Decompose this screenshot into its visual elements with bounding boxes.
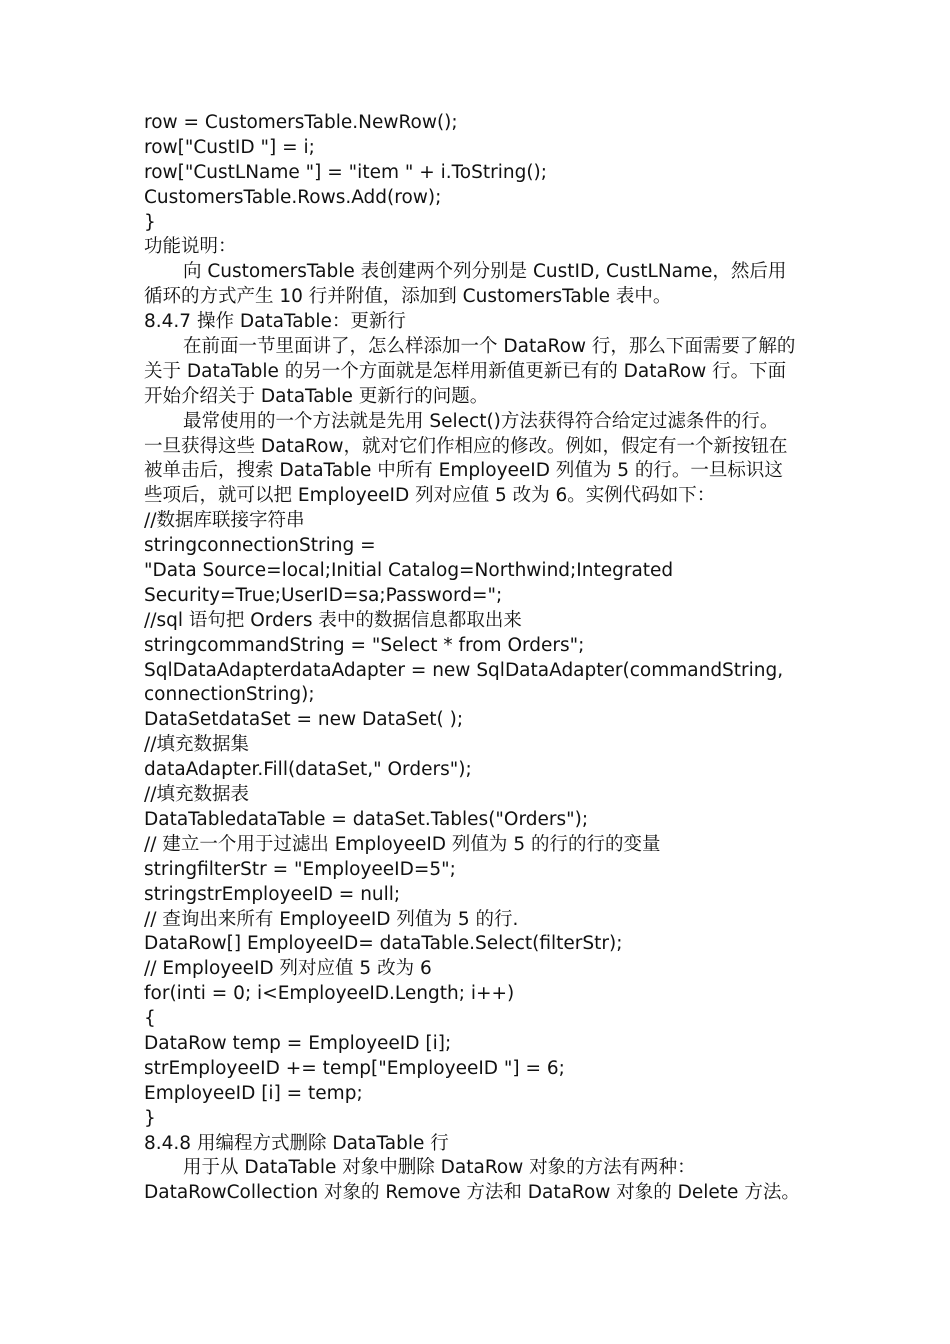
code-comment: // 查询出来所有 EmployeeID 列值为 5 的行. [144,908,519,930]
section-heading: 8.4.7 操作 DataTable：更新行 [144,311,406,333]
code-comment: //填充数据集 [144,734,249,756]
document-body [144,111,812,1206]
code-line: Security=True;UserID=sa;Password="; [144,584,503,606]
section-heading: 8.4.8 用编程方式删除 DataTable 行 [144,1132,449,1154]
paragraph-line: 一旦获得这些 DataRow，就对它们作相应的修改。例如，假定有一个新按钮在 [144,435,788,457]
code-line: DataTabledataTable = dataSet.Tables("Orders"); [144,808,589,830]
code-line: EmployeeID [i] = temp; [144,1082,363,1104]
paragraph-line: 循环的方式产生 10 行并附值，添加到 CustomersTable 表中。 [144,286,672,308]
paragraph-line: 最常使用的一个方法就是先用 Select()方法获得符合给定过滤条件的行。 [183,410,779,432]
code-line: DataRow[] EmployeeID= dataTable.Select(filterStr); [144,933,623,955]
paragraph-line: 关于 DataTable 的另一个方面就是怎样用新值更新已有的 DataRow 行。下面 [144,360,787,382]
paragraph-line: 在前面一节里面讲了，怎么样添加一个 DataRow 行，那么下面需要了解的 [183,336,796,358]
text-line: 功能说明： [144,236,237,258]
paragraph-line: 用于从 DataTable 对象中删除 DataRow 对象的方法有两种： [183,1157,696,1179]
code-line: dataAdapter.Fill(dataSet," Orders"); [144,759,472,781]
paragraph-line: 开始介绍关于 DataTable 更新行的问题。 [144,385,489,407]
code-line: CustomersTable.Rows.Add(row); [144,186,442,208]
code-line: stringstrEmployeeID = null; [144,883,401,905]
code-line: strEmployeeID += temp["EmployeeID "] = 6; [144,1057,565,1079]
code-line: row = CustomersTable.NewRow(); [144,112,458,133]
code-line: row["CustID "] = i; [144,136,315,158]
code-line: SqlDataAdapterdataAdapter = new SqlDataAdapter(commandString, [144,659,784,681]
code-line: { [144,1008,156,1030]
code-comment: //sql 语句把 Orders 表中的数据信息都取出来 [144,609,522,631]
code-line: stringconnectionString = [144,535,376,557]
code-line: "Data Source=local;Initial Catalog=Northwind;Integrated [144,560,674,582]
code-line: DataRow temp = EmployeeID [i]; [144,1032,452,1054]
code-line: for(inti = 0; i<EmployeeID.Length; i++) [144,983,515,1005]
code-comment: //填充数据表 [144,784,249,806]
code-line: row["CustLName "] = "item " + i.ToString(); [144,161,547,183]
code-comment: // 建立一个用于过滤出 EmployeeID 列值为 5 的行的行的变量 [144,833,661,855]
code-comment: //数据库联接字符串 [144,510,305,532]
paragraph-line: DataRowCollection 对象的 Remove 方法和 DataRow 对象的 Delete 方法。 [144,1182,800,1204]
paragraph-line: 被单击后，搜索 DataTable 中所有 EmployeeID 列值为 5 的行。一旦标识这 [144,460,783,482]
code-line: DataSetdataSet = new DataSet( ); [144,709,464,731]
code-comment: // EmployeeID 列对应值 5 改为 6 [144,958,432,980]
code-line: } [144,1107,156,1129]
code-line: stringfilterStr = "EmployeeID=5"; [144,858,456,880]
code-line: stringcommandString = "Select * from Orders"; [144,634,585,656]
paragraph-line: 向 CustomersTable 表创建两个列分别是 CustID, CustLName，然后用 [183,261,787,283]
paragraph-line: 些项后，就可以把 EmployeeID 列对应值 5 改为 6。实例代码如下： [144,485,716,507]
code-line: } [144,211,156,233]
code-line: connectionString); [144,684,315,706]
